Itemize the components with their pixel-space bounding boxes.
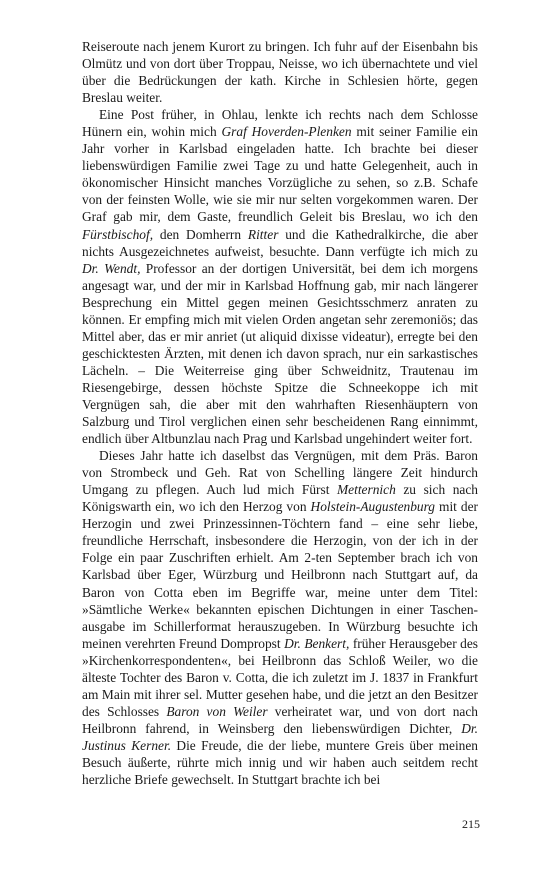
text-run: Dieses Jahr hatte ich daselbst das Vergnügen, mit dem Präs. Baron von Strombeck und Geh. Rat von Schelling längere Zeit hindurch Umgang zu pflegen. Auch lud mich Fürst: [82, 448, 478, 498]
text-run: zu sich nach Königswarth ein, wo ich den Herzog von: [82, 482, 478, 515]
italic-text: Dr. Justinus Kerner.: [82, 720, 478, 753]
text-run: verheiratet war, und von dort nach Heilbronn fahrend, in Weinsberg den liebenswürdigen Dichter,: [82, 703, 478, 736]
text-run: Professor an der dortigen Universität, bei dem ich morgens angesagt war, und der mir in Karlsbad Hoffnung gab, mir nach längerer Besprechung ein Mittel gegen meinen Gesichtsschmerz anraten zu können. Er empfing mich mit vielen Orden angetan sehr zeremoniös; das Mittel aber, das er mir anriet (ut aliquid dixisse videatur), erregte bei den geschicktesten Ärzten, mit denen ich davon sprach, nur ein sarkastisches Lächeln. – Die Weiterreise ging über Schweidnitz, Trautenau im Riesengebirge, dessen höchste Spitze die Schneekoppe ich mit Vergnügen sah, die aber mit den wahrhaften Riesenhäuptern von Salzburg und Tirol verglichen einen sehr bescheidenen Rang einnimmt, endlich über Altbunzlau nach Prag und Karlsbad ungehindert weiter fort.: [82, 260, 478, 447]
italic-text: Baron von Weiler: [166, 703, 268, 719]
italic-text: Holstein-Augustenburg: [310, 499, 436, 515]
text-run: Die Freude, die der liebe, muntere Greis über meinen Besuch äußerte, rührte mich innig und wir haben auch seitdem recht herzliche Briefe gewechselt. In Stuttgart brachte ich bei: [82, 737, 478, 788]
page-number: 215: [462, 817, 480, 831]
italic-text: Graf Hoverden-Plenken: [221, 124, 352, 140]
italic-text: Ritter: [247, 226, 279, 242]
text-run: früher Herausgeber des »Kirchenkorrespondenten«, bei Heilbronn das Schloß Weiler, wo die älteste Tochter des Baron v. Cotta, die ich zuletzt im J. 1837 in Frankfurt am Main mit ihrer sel. Mutter gesehen habe, und die jetzt an den Besitzer des Schlosses: [82, 635, 479, 719]
italic-text: Dr. Wendt,: [82, 260, 141, 276]
body-text: [82, 38, 478, 788]
paragraph: [82, 106, 478, 447]
text-run: den Domherrn: [153, 226, 248, 242]
italic-text: Dr. Benkert,: [284, 635, 350, 651]
text-run: Eine Post früher, in Ohlau, lenkte ich rechts nach dem Schlosse Hünern ein, wohin mich: [82, 107, 478, 140]
text-run: und die Kathedralkirche, die aber nichts Ausgezeichnetes aufweist, besuchte. Dann verfügte ich mich zu: [82, 226, 478, 259]
paragraph: [82, 38, 478, 106]
text-run: mit seiner Familie ein Jahr vorher in Karlsbad eingeladen hatte. Ich brachte bei dieser liebenswürdigen Familie zwei Tage zu und hatte Gelegenheit, auch in ökonomischer Hinsicht manches Vorzügliche zu sehen, so z.B. Schafe von der feinsten Wolle, wie sie mir nur selten vorgekommen waren. Der Graf gab mir, dem Gaste, freundlich Geleit bis Breslau, wo ich den: [82, 124, 479, 225]
text-run: Reiseroute nach jenem Kurort zu bringen. Ich fuhr auf der Eisenbahn bis Olmütz und von dort über Troppau, Neisse, wo ich übernachtete und viel über die Bedrückungen der kath. Kirche in Schlesien hörte, gegen Breslau weiter.: [82, 39, 478, 106]
italic-text: Metternich: [337, 482, 396, 498]
text-run: mit der Herzogin und zwei Prinzessinnen-Töchtern fand – eine sehr liebe, freundliche Herrschaft, insbesondere die Herzogin, von der ich in der Folge ein paar Zuschriften erhielt. Am 2-ten September brach ich von Karlsbad über Eger, Würzburg und Heilbronn nach Stuttgart auf, da Baron von Cotta eben im Begriffe war, meine unter dem Titel: »Sämtliche Werke« bekannten epischen Dichtungen in einer Taschenausgabe im Schillerformat herauszugeben. In Würzburg besuchte ich meinen verehrten Freund Dompropst: [82, 499, 478, 651]
paragraph: [82, 447, 478, 788]
italic-text: Fürstbischof,: [82, 226, 154, 242]
